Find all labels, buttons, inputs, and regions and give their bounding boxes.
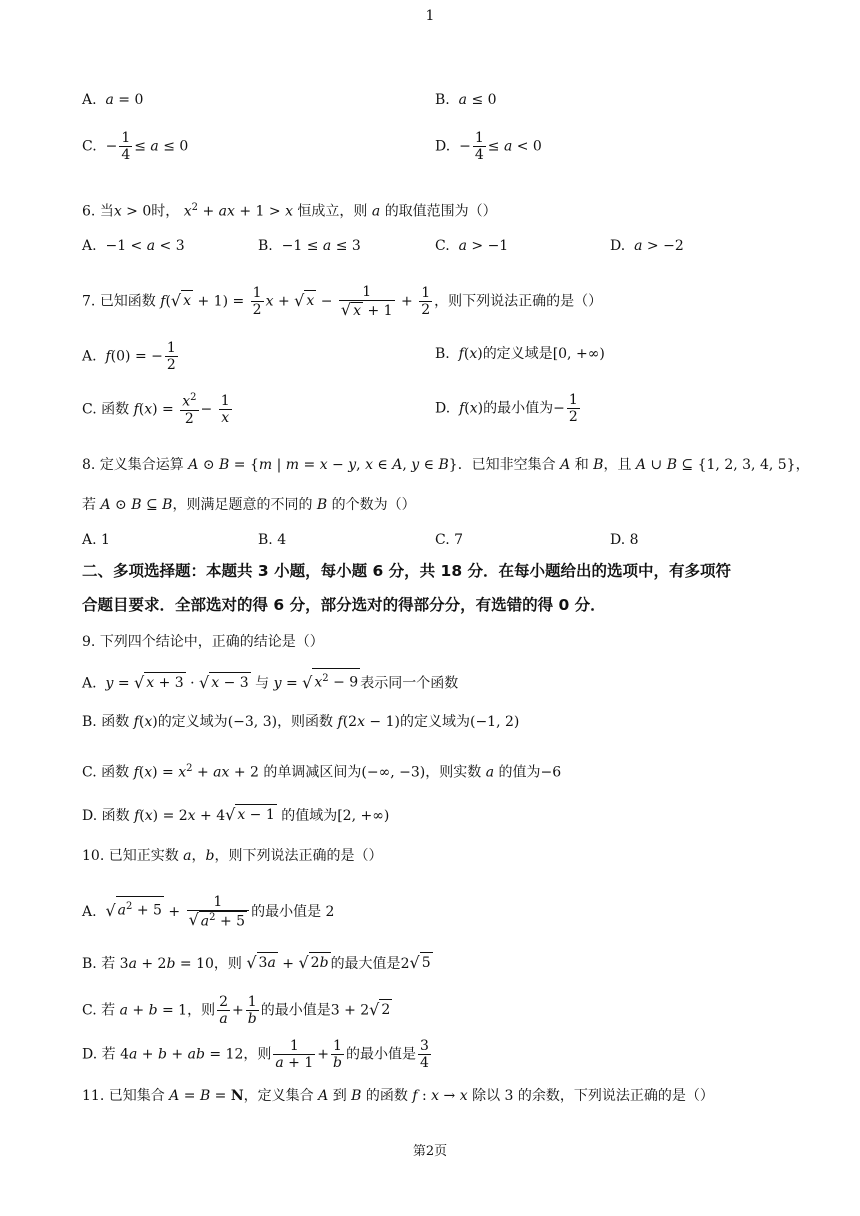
q9-option-a: A. y = √ x + 3 · √ x − 3 与 y = √ $x^2 - 9$ 表示同一个函数 [82, 668, 458, 694]
q5-option-c: C. − $\frac{1}{4}$ ≤ a ≤ 0 [82, 130, 189, 164]
q8-option-d: D. 8 [610, 532, 639, 548]
q6-stem: 6. 当x > 0时， $x^2$ + ax + 1 > x 恒成立，则 a 的取值范围为（） [82, 202, 497, 220]
q5-option-d: D. − $\frac{1}{4}$ ≤ a < 0 [435, 130, 542, 164]
page-number: 1 [425, 8, 435, 24]
q5-option-a: A. a = 0 [82, 92, 144, 108]
q6-option-c: C. a > −1 [435, 238, 509, 254]
q11-stem: 11. 已知集合 A = B = N，定义集合 A 到 B 的函数 f : x → x 除以 3 的余数，下列说法正确的是（） [82, 1088, 714, 1104]
q7-stem: 7. 已知函数 f( √ x + 1) = $\frac{1}{2}$ x + √ x − 1 √ x + 1 + $\frac{1}{2}$ ，则下列说法正确的是（） [82, 284, 603, 320]
q10-option-b: B. 若 3a + 2b = 10，则 √ 3a + √ 2b 的最大值是2 √ 5 [82, 953, 431, 972]
q7-option-c: C. 函数 f(x) = $\frac{x^2}{2}$ − $\frac{1}{x}$ [82, 392, 230, 427]
page-footer: 第2页 [412, 1144, 448, 1159]
q6-option-d: D. a > −2 [610, 238, 684, 254]
q10-option-a: A. √ $a^2 + 5$ + 1 √ $a^2 + 5$ 的最小值是 2 [82, 894, 335, 930]
section-heading-line2: 合题目要求．全部选对的得 6 分，部分选对的得部分分，有选错的得 0 分． [82, 596, 606, 614]
q7-option-d: D. f(x)的最小值为− $\frac{1}{2}$ [435, 392, 578, 426]
section-heading-line1: 二、多项选择题：本题共 3 小题，每小题 6 分，共 18 分．在每小题给出的选项中，有多项符 [82, 562, 732, 580]
q10-option-d: D. 若 4a + b + ab = 12，则 $\frac{1}{a + 1}$ + $\frac{1}{b}$ 的最小值是 $\frac{3}{4}$ [82, 1038, 429, 1072]
q7-option-a: A. f(0) = − $\frac{1}{2}$ [82, 340, 176, 374]
q8-option-b: B. 4 [258, 532, 287, 548]
q10-stem: 10. 已知正实数 a，b，则下列说法正确的是（） [82, 848, 383, 864]
q8-option-a: A. 1 [82, 532, 110, 548]
q9-stem: 9. 下列四个结论中，正确的结论是（） [82, 634, 324, 650]
q9-option-d: D. 函数 f(x) = 2x + 4 √ x − 1 的值域为[2, +∞) [82, 805, 390, 824]
q8-option-c: C. 7 [435, 532, 464, 548]
q6-option-a: A. −1 < a < 3 [82, 238, 185, 254]
q5-option-b: B. a ≤ 0 [435, 92, 497, 108]
q9-option-c: C. 函数 $f(x) = x^2$ + ax + 2 的单调减区间为(−∞, −3)，则实数 a 的值为−6 [82, 763, 562, 781]
q6-option-b: B. −1 ≤ a ≤ 3 [258, 238, 361, 254]
q9-option-b: B. 函数 f(x)的定义域为(−3, 3)，则函数 f(2x − 1)的定义域为(−1, 2) [82, 714, 520, 730]
q7-option-b: B. f(x)的定义域是[0, +∞) [435, 346, 605, 362]
q8-stem-line2: 若 A ⊙ B ⊆ B，则满足题意的不同的 B 的个数为（） [82, 497, 416, 513]
q8-stem-line1: 8. 定义集合运算 A ⊙ B = {m | m = x − y, x ∈ A, y ∈ B}．已知非空集合 A 和 B，且 A ∪ B ⊆ {1, 2, 3, 4, 5}， [82, 457, 810, 473]
q10-option-c: C. 若 a + b = 1，则 $\frac{2}{a}$ + $\frac{1}{b}$ 的最小值是3 + 2 √ 2 [82, 994, 391, 1028]
